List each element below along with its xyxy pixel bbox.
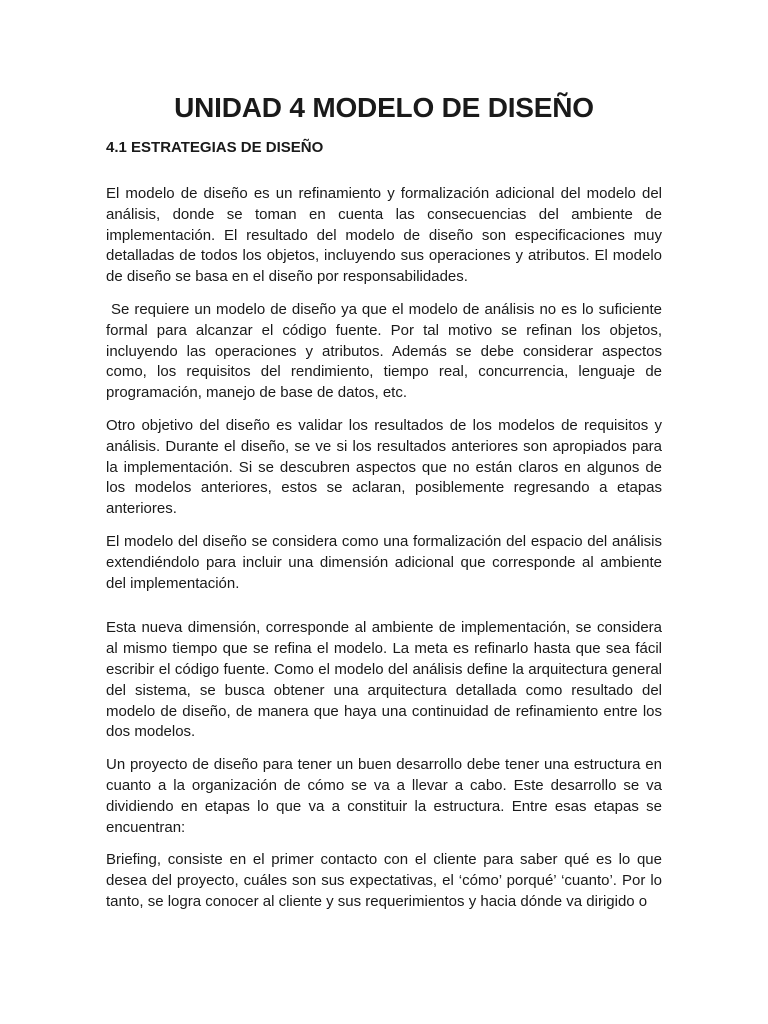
page-title: UNIDAD 4 MODELO DE DISEÑO [174, 92, 594, 123]
paragraph-2: Se requiere un modelo de diseño ya que el modelo de análisis no es lo suficiente formal para alcanzar el código fuente. Por tal motivo se refinan los objetos, incluyendo las operaciones y atributos. Además se debe considerar aspectos como, los requisitos del rendimiento, tiempo real, concurrencia, lenguaje de programación, manejo de base de datos, etc. [106, 300, 667, 402]
document-page [106, 88, 667, 925]
section-heading: 4.1 ESTRATEGIAS DE DISEÑO [106, 139, 324, 156]
paragraph-6: Un proyecto de diseño para tener un buen desarrollo debe tener una estructura en cuanto a la organización de cómo se va a llevar a cabo. Este desarrollo se va dividiendo en etapas lo que va a constituir la estructura. Entre esas etapas se encuentran: [106, 756, 662, 836]
paragraph-7: Briefing, consiste en el primer contacto con el cliente para saber qué es lo que desea del proyecto, cuáles son sus expectativas, el ‘cómo’ porqué’ ‘cuanto’. Por lo tanto, se logra conocer al cliente y sus requerimientos y hacia dónde va dirigido o [106, 851, 662, 910]
paragraph-1: El modelo de diseño es un refinamiento y formalización adicional del modelo del análisis, donde se toman en cuenta las consecuencias del ambiente de implementación. El resultado del modelo de diseño son especificaciones muy detalladas de todos los objetos, incluyendo sus operaciones y atributos. El modelo de diseño se basa en el diseño por responsabilidades. [106, 185, 662, 286]
paragraph-3: Otro objetivo del diseño es validar los resultados de los modelos de requisitos y análisis. Durante el diseño, se ve si los resultados anteriores son apropiados para la implementación. Si se descubren aspectos que no están claros en algunos de los modelos anteriores, estos se aclaran, posiblemente regresando a etapas anteriores. [106, 416, 662, 518]
paragraph-5: Esta nueva dimensión, corresponde al ambiente de implementación, se considera al mismo tiempo que se refina el modelo. La meta es refinarlo hasta que sea fácil escribir el código fuente. Como el modelo del análisis define la arquitectura general del sistema, se busca obtener una arquitectura detallada como resultado del modelo de diseño, de manera que haya una continuidad de refinamiento entre los dos modelos. [106, 619, 662, 741]
paragraph-4: El modelo del diseño se considera como una formalización del espacio del análisis extendiéndolo para incluir una dimensión adicional que corresponde al ambiente del implementación. [106, 532, 662, 592]
